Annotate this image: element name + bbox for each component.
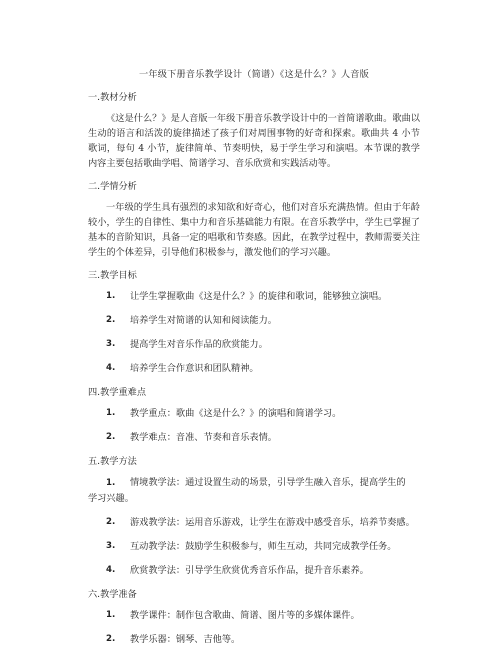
item-text: 情境教学法：通过设置生动的场景，引导学生融入音乐，提高学生的 [130,477,406,488]
item-text: 让学生掌握歌曲《这是什么？》的旋律和歌词，能够独立演唱。 [130,291,388,302]
item-number: 1. [106,478,116,488]
section-materials-analysis [88,90,420,171]
item-number: 3. [106,339,116,349]
list-item [88,563,420,578]
section-teaching-methods [88,454,420,578]
section-teaching-preparation [88,587,420,647]
list-item [88,475,420,506]
list-item [88,406,420,421]
goals-list [88,289,420,376]
item-number: 4. [106,565,116,575]
methods-list [88,475,420,578]
list-item [88,361,420,376]
section-heading: 三.教学目标 [88,270,137,281]
list-item [88,515,420,530]
item-text: 互动教学法：鼓励学生积极参与，师生互动，共同完成教学任务。 [130,541,397,552]
item-text: 欣赏教学法：引导学生欣赏优秀音乐作品，提升音乐素养。 [130,565,369,576]
item-text: 教学难点：音准、节奏和音乐表情。 [130,432,277,443]
list-item [88,337,420,352]
item-number: 4. [106,363,116,373]
item-text: 培养学生合作意识和团队精神。 [130,363,259,374]
list-item [88,313,420,328]
list-item [88,430,420,445]
section-paragraph: 《这是什么？》是人音版一年级下册音乐教学设计中的一首简谱歌曲。歌曲以生动的语言和活泼的旋律描述了孩子们对周围事物的好奇和探索。歌曲共 4 小节歌词，每句 4 小节，旋律简单、节奏明快，易于学生学习和演唱。本节课的教学内容主要包括歌曲学唱、简谱学习、音乐欣赏和实践活动等。 [88,113,420,169]
section-heading: 五.教学方法 [88,456,137,467]
item-text: 游戏教学法：运用音乐游戏，让学生在游戏中感受音乐，培养节奏感。 [130,517,415,528]
list-item [88,539,420,554]
section-teaching-goals [88,268,420,376]
section-heading: 六.教学准备 [88,589,137,600]
list-item [88,289,420,304]
item-number: 1. [106,610,116,620]
document-title: 一年级下册音乐教学设计（简谱）《这是什么？》人音版 [138,69,370,80]
item-text: 教学重点：歌曲《这是什么？》的演唱和简谱学习。 [130,408,342,419]
list-item [88,632,420,647]
item-text: 培养学生对简谱的认知和阅读能力。 [130,315,277,326]
item-number: 2. [106,634,116,644]
item-text: 教学乐器：钢琴、吉他等。 [130,634,241,645]
item-text: 提高学生对音乐作品的欣赏能力。 [130,339,268,350]
item-text: 教学课件：制作包含歌曲、简谱、图片等的多媒体课件。 [130,610,360,621]
preparation-list [88,608,420,647]
section-heading: 四.教学重难点 [88,387,147,398]
key-points-list [88,406,420,445]
section-key-points [88,385,420,445]
item-number: 1. [106,408,116,418]
section-paragraph: 一年级的学生具有强烈的求知欲和好奇心，他们对音乐充满热情。但由于年龄较小，学生的自律性、集中力和音乐基础能力有限。在音乐教学中，学生已掌握了基本的音阶知识，具备一定的唱歌和节奏感。因此，在教学过程中，教师需要关注学生的个体差异，引导他们积极参与，激发他们的学习兴趣。 [88,202,420,258]
item-number: 1. [106,291,116,301]
section-heading: 二.学情分析 [88,181,137,192]
section-heading: 一.教材分析 [88,92,137,103]
item-number: 3. [106,541,116,551]
item-number: 2. [106,517,116,527]
item-number: 2. [106,432,116,442]
list-item [88,608,420,623]
item-text-continued: 学习兴趣。 [88,493,134,504]
section-student-analysis [88,179,420,260]
item-number: 2. [106,315,116,325]
